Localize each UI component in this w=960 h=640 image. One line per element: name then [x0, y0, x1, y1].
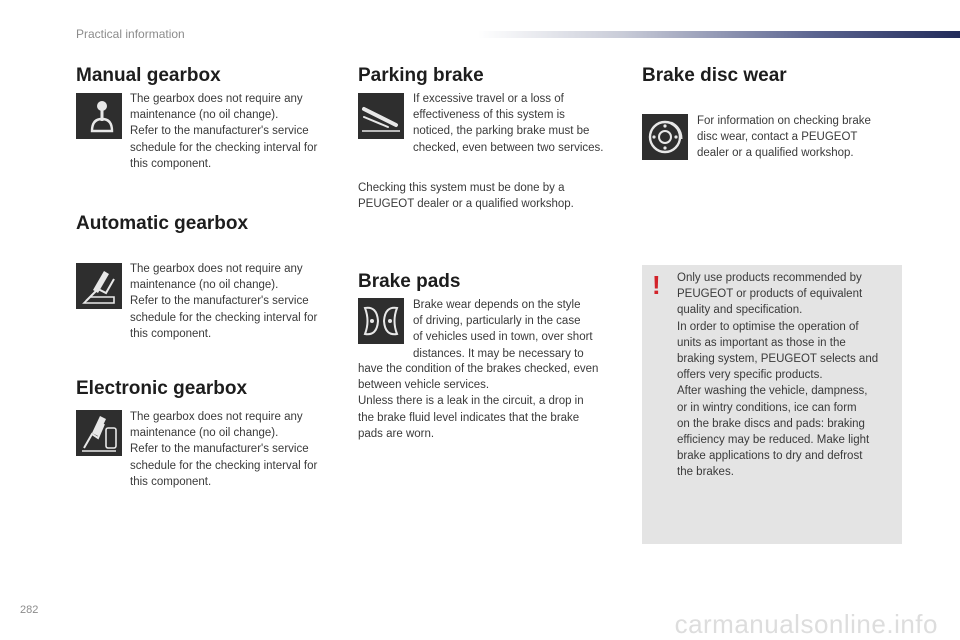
automatic-selector-icon — [76, 263, 122, 309]
text-line: For information on checking brake — [697, 115, 871, 127]
watermark: carmanualsonline.info — [674, 609, 938, 639]
electronic-gearbox-text — [130, 409, 317, 490]
text-line: of vehicles used in town, over short — [413, 331, 593, 344]
text-line: offers very specific products. — [677, 369, 823, 382]
electronic-gearbox-title: Electronic gearbox — [76, 378, 248, 399]
text-line: checked, even between two services. — [413, 141, 604, 154]
text-line: Refer to the manufacturer's service — [130, 295, 309, 308]
text-line: maintenance (no oil change). — [130, 109, 279, 122]
manual-gearbox-title: Manual gearbox — [76, 65, 221, 86]
brake-pads-icon — [358, 298, 404, 344]
electronic-selector-icon — [76, 410, 122, 456]
text-line: PEUGEOT dealer or a qualified workshop. — [358, 198, 574, 211]
text-line: schedule for the checking interval for — [130, 141, 318, 154]
text-line: schedule for the checking interval for — [130, 311, 318, 324]
text-line: Refer to the manufacturer's service — [130, 443, 309, 456]
section-header: Practical information — [76, 27, 185, 41]
text-line: have the condition of the brakes checked, even — [358, 363, 599, 375]
text-line: on the brake discs and pads: braking — [677, 417, 865, 430]
brake-disc-text — [697, 113, 871, 162]
text-line: PEUGEOT or products of equivalent — [677, 288, 863, 301]
text-line: or in wintry conditions, ice can form — [677, 401, 857, 414]
text-line: efficiency may be reduced. Make light — [677, 434, 870, 447]
warning-icon: ! — [652, 270, 661, 300]
text-line: pads are worn. — [358, 427, 435, 440]
brake-disc-title: Brake disc wear — [642, 65, 787, 86]
text-line: After washing the vehicle, dampness, — [677, 385, 868, 398]
text-line: maintenance (no oil change). — [130, 427, 279, 440]
text-line: brake applications to dry and defrost — [677, 450, 863, 463]
parking-brake-extra-text — [358, 180, 574, 212]
brake-pads-text — [413, 297, 593, 362]
text-line: In order to optimise the operation of — [677, 320, 859, 333]
parking-brake-icon — [358, 93, 404, 139]
text-line: this component. — [130, 475, 212, 488]
brake-disc-icon — [642, 114, 688, 160]
parking-brake-text — [413, 91, 604, 156]
header-gradient-bar — [478, 31, 960, 38]
automatic-gearbox-text — [130, 261, 317, 342]
text-line: Refer to the manufacturer's service — [130, 125, 309, 138]
text-line: Unless there is a leak in the circuit, a drop in — [358, 395, 584, 408]
text-line: this component. — [130, 157, 212, 170]
text-line: disc wear, contact a PEUGEOT — [697, 131, 858, 144]
page-number: 282 — [20, 604, 39, 616]
parking-brake-title: Parking brake — [358, 65, 484, 86]
text-line: maintenance (no oil change). — [130, 279, 279, 292]
text-line: of driving, particularly in the case — [413, 315, 581, 328]
text-line: between vehicle services. — [358, 379, 490, 392]
text-line: braking system, PEUGEOT selects and — [677, 353, 879, 366]
text-line: dealer or a qualified workshop. — [697, 147, 854, 160]
text-line: effectiveness of this system is — [413, 109, 565, 122]
brake-pads-full-text — [358, 361, 598, 442]
text-line: noticed, the parking brake must be — [413, 125, 590, 138]
text-line: Only use products recommended by — [677, 272, 862, 284]
text-line: this component. — [130, 327, 212, 340]
text-line: the brakes. — [677, 466, 734, 479]
text-line: Brake wear depends on the style — [413, 299, 581, 311]
text-line: the brake fluid level indicates that the brake — [358, 411, 580, 424]
gear-lever-icon — [76, 93, 122, 139]
text-line: The gearbox does not require any — [130, 411, 303, 423]
text-line: The gearbox does not require any — [130, 263, 303, 275]
text-line: quality and specification. — [677, 304, 803, 317]
text-line: If excessive travel or a loss of — [413, 93, 564, 105]
text-line: The gearbox does not require any — [130, 93, 303, 105]
text-line: units as important as those in the — [677, 336, 846, 349]
text-line: distances. It may be necessary to — [413, 347, 584, 360]
automatic-gearbox-title: Automatic gearbox — [76, 213, 249, 234]
text-line: schedule for the checking interval for — [130, 459, 318, 472]
text-line: Checking this system must be done by a — [358, 182, 565, 194]
warning-text — [677, 270, 878, 481]
manual-gearbox-text — [130, 91, 317, 172]
brake-pads-title: Brake pads — [358, 271, 461, 292]
